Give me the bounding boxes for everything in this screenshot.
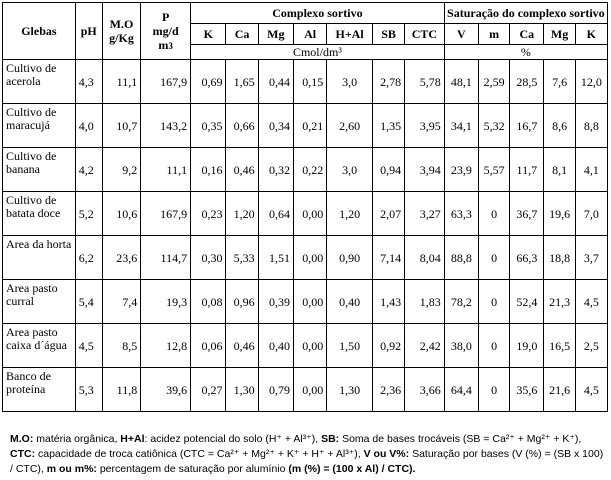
header-k: K bbox=[191, 24, 226, 45]
header-unit-pct: % bbox=[444, 45, 607, 60]
hal-cell: 1,20 bbox=[327, 192, 373, 236]
al-cell: 0,00 bbox=[293, 192, 326, 236]
sat-k-cell: 4,5 bbox=[575, 368, 607, 412]
v-cell: 34,1 bbox=[444, 104, 478, 148]
hal-cell: 3,0 bbox=[327, 148, 373, 192]
p-cell: 39,6 bbox=[141, 368, 191, 412]
ph-cell: 4,2 bbox=[75, 148, 102, 192]
note-hal-text: : acidez potencial do solo (H⁺ + Al³⁺), bbox=[144, 433, 322, 445]
mo-cell: 9,2 bbox=[102, 148, 140, 192]
gleba-cell: Area pasto curral bbox=[3, 280, 76, 324]
ctc-cell: 3,94 bbox=[405, 148, 445, 192]
header-sat-ca: Ca bbox=[510, 24, 544, 45]
table-row bbox=[3, 324, 608, 368]
header-ca: Ca bbox=[226, 24, 258, 45]
header-mo-line2: g/Kg bbox=[109, 31, 134, 45]
ctc-cell: 2,42 bbox=[405, 324, 445, 368]
soil-analysis-table-container bbox=[2, 2, 608, 412]
al-cell: 0,00 bbox=[293, 324, 326, 368]
header-p bbox=[141, 3, 191, 60]
ph-cell: 4,0 bbox=[75, 104, 102, 148]
sb-cell: 7,14 bbox=[372, 236, 404, 280]
hal-cell: 3,0 bbox=[327, 60, 373, 104]
mo-cell: 11,8 bbox=[102, 368, 140, 412]
sat-mg-cell: 8,6 bbox=[544, 104, 575, 148]
ca-cell: 0,96 bbox=[226, 280, 258, 324]
ctc-cell: 8,04 bbox=[405, 236, 445, 280]
m-cell: 0 bbox=[479, 236, 510, 280]
mo-cell: 23,6 bbox=[102, 236, 140, 280]
mo-cell: 10,6 bbox=[102, 192, 140, 236]
m-cell: 0 bbox=[479, 192, 510, 236]
hal-cell: 0,90 bbox=[327, 236, 373, 280]
p-cell: 167,9 bbox=[141, 192, 191, 236]
note-ctc-text: capacidade de troca catiônica (CTC = Ca²⁺ + Mg²⁺ + K⁺ + H⁺ + Al³⁺), bbox=[35, 448, 364, 460]
header-m: m bbox=[479, 24, 510, 45]
sat-ca-cell: 11,7 bbox=[510, 148, 544, 192]
v-cell: 88,8 bbox=[444, 236, 478, 280]
ctc-cell: 3,27 bbox=[405, 192, 445, 236]
sat-mg-cell: 19,6 bbox=[544, 192, 575, 236]
header-mo bbox=[102, 3, 140, 60]
ca-cell: 1,20 bbox=[226, 192, 258, 236]
sat-ca-cell: 36,7 bbox=[510, 192, 544, 236]
sb-cell: 0,94 bbox=[372, 148, 404, 192]
mg-cell: 0,44 bbox=[258, 60, 293, 104]
k-cell: 0,23 bbox=[191, 192, 226, 236]
ca-cell: 0,66 bbox=[226, 104, 258, 148]
mg-cell: 1,51 bbox=[258, 236, 293, 280]
p-cell: 11,1 bbox=[141, 148, 191, 192]
hal-cell: 1,30 bbox=[327, 368, 373, 412]
m-cell: 5,32 bbox=[479, 104, 510, 148]
sat-mg-cell: 8,1 bbox=[544, 148, 575, 192]
sb-cell: 2,07 bbox=[372, 192, 404, 236]
table-body bbox=[3, 60, 608, 412]
header-unit-cmol: Cmol/dm³ bbox=[191, 45, 445, 60]
ctc-cell: 1,83 bbox=[405, 280, 445, 324]
ca-cell: 0,46 bbox=[226, 148, 258, 192]
ca-cell: 1,65 bbox=[226, 60, 258, 104]
gleba-cell: Area pasto caixa d´água bbox=[3, 324, 76, 368]
ctc-cell: 5,78 bbox=[405, 60, 445, 104]
sat-ca-cell: 52,4 bbox=[510, 280, 544, 324]
table-row bbox=[3, 280, 608, 324]
sat-k-cell: 4,5 bbox=[575, 280, 607, 324]
note-sb-text: Soma de bases trocáveis (SB = Ca²⁺ + Mg²⁺ + K⁺), bbox=[339, 433, 582, 445]
gleba-cell: Cultivo de batata doce bbox=[3, 192, 76, 236]
header-p-line3-sub: 3 bbox=[168, 40, 173, 51]
sat-mg-cell: 21,6 bbox=[544, 368, 575, 412]
table-row bbox=[3, 192, 608, 236]
header-p-line1: P bbox=[161, 9, 170, 24]
gleba-cell: Cultivo de maracujá bbox=[3, 104, 76, 148]
sb-cell: 1,43 bbox=[372, 280, 404, 324]
ph-cell: 5,2 bbox=[75, 192, 102, 236]
note-mo-label: M.O: bbox=[10, 433, 34, 445]
k-cell: 0,06 bbox=[191, 324, 226, 368]
v-cell: 38,0 bbox=[444, 324, 478, 368]
sat-ca-cell: 19,0 bbox=[510, 324, 544, 368]
note-mo-text: matéria orgânica, bbox=[33, 433, 121, 445]
sat-k-cell: 7,0 bbox=[575, 192, 607, 236]
header-al: Al bbox=[293, 24, 326, 45]
p-cell: 12,8 bbox=[141, 324, 191, 368]
al-cell: 0,21 bbox=[293, 104, 326, 148]
v-cell: 64,4 bbox=[444, 368, 478, 412]
hal-cell: 2,60 bbox=[327, 104, 373, 148]
ph-cell: 4,3 bbox=[75, 60, 102, 104]
header-complexo-sortivo: Complexo sortivo bbox=[191, 3, 445, 24]
mo-cell: 7,4 bbox=[102, 280, 140, 324]
header-ctc: CTC bbox=[405, 24, 445, 45]
table-row bbox=[3, 236, 608, 280]
mo-cell: 8,5 bbox=[102, 324, 140, 368]
k-cell: 0,08 bbox=[191, 280, 226, 324]
sat-mg-cell: 16,5 bbox=[544, 324, 575, 368]
header-saturacao: Saturação do complexo sortivo bbox=[444, 3, 607, 24]
sat-k-cell: 8,8 bbox=[575, 104, 607, 148]
al-cell: 0,00 bbox=[293, 236, 326, 280]
sb-cell: 2,78 bbox=[372, 60, 404, 104]
ctc-cell: 3,66 bbox=[405, 368, 445, 412]
sb-cell: 0,92 bbox=[372, 324, 404, 368]
mo-cell: 11,1 bbox=[102, 60, 140, 104]
header-hal: H+Al bbox=[327, 24, 373, 45]
mg-cell: 0,32 bbox=[258, 148, 293, 192]
gleba-cell: Cultivo de banana bbox=[3, 148, 76, 192]
p-cell: 167,9 bbox=[141, 60, 191, 104]
al-cell: 0,00 bbox=[293, 368, 326, 412]
soil-analysis-table bbox=[2, 2, 608, 412]
header-mo-line1: M.O bbox=[109, 17, 134, 31]
mo-cell: 10,7 bbox=[102, 104, 140, 148]
v-cell: 48,1 bbox=[444, 60, 478, 104]
ca-cell: 1,30 bbox=[226, 368, 258, 412]
mg-cell: 0,40 bbox=[258, 324, 293, 368]
header-sat-k: K bbox=[575, 24, 607, 45]
sat-ca-cell: 35,6 bbox=[510, 368, 544, 412]
note-m-text: percentagem de saturação por alumínio bbox=[96, 463, 289, 475]
m-cell: 0 bbox=[479, 280, 510, 324]
ctc-cell: 3,95 bbox=[405, 104, 445, 148]
sat-ca-cell: 66,3 bbox=[510, 236, 544, 280]
header-sb: SB bbox=[372, 24, 404, 45]
sat-ca-cell: 16,7 bbox=[510, 104, 544, 148]
note-m-formula: (m (%) = (100 x Al) / CTC). bbox=[288, 463, 416, 475]
sat-k-cell: 12,0 bbox=[575, 60, 607, 104]
header-glebas: Glebas bbox=[3, 3, 76, 60]
mg-cell: 0,79 bbox=[258, 368, 293, 412]
m-cell: 5,57 bbox=[479, 148, 510, 192]
mg-cell: 0,64 bbox=[258, 192, 293, 236]
ph-cell: 5,3 bbox=[75, 368, 102, 412]
k-cell: 0,35 bbox=[191, 104, 226, 148]
p-cell: 19,3 bbox=[141, 280, 191, 324]
ph-cell: 5,4 bbox=[75, 280, 102, 324]
note-v-label: V ou V%: bbox=[363, 448, 410, 460]
note-m-label: m ou m%: bbox=[46, 463, 97, 475]
note-ctc-label: CTC: bbox=[10, 448, 36, 460]
sat-mg-cell: 7,6 bbox=[544, 60, 575, 104]
header-v: V bbox=[444, 24, 478, 45]
m-cell: 0 bbox=[479, 368, 510, 412]
table-row bbox=[3, 60, 608, 104]
ph-cell: 6,2 bbox=[75, 236, 102, 280]
sb-cell: 2,36 bbox=[372, 368, 404, 412]
gleba-cell: Banco de proteína bbox=[3, 368, 76, 412]
m-cell: 0 bbox=[479, 324, 510, 368]
p-cell: 114,7 bbox=[141, 236, 191, 280]
sat-ca-cell: 28,5 bbox=[510, 60, 544, 104]
header-sat-mg: Mg bbox=[544, 24, 575, 45]
sat-mg-cell: 21,3 bbox=[544, 280, 575, 324]
ca-cell: 5,33 bbox=[226, 236, 258, 280]
sat-k-cell: 2,5 bbox=[575, 324, 607, 368]
note-hal-label: H+Al bbox=[120, 433, 145, 445]
table-row bbox=[3, 148, 608, 192]
k-cell: 0,69 bbox=[191, 60, 226, 104]
header-mg: Mg bbox=[258, 24, 293, 45]
v-cell: 23,9 bbox=[444, 148, 478, 192]
p-cell: 143,2 bbox=[141, 104, 191, 148]
mg-cell: 0,34 bbox=[258, 104, 293, 148]
gleba-cell: Cultivo de acerola bbox=[3, 60, 76, 104]
table-footnote bbox=[10, 432, 604, 477]
ph-cell: 4,5 bbox=[75, 324, 102, 368]
header-p-line2: mg/d bbox=[152, 23, 179, 38]
k-cell: 0,27 bbox=[191, 368, 226, 412]
header-p-line3: m bbox=[158, 37, 169, 52]
ca-cell: 0,46 bbox=[226, 324, 258, 368]
note-v-text: Saturação por bases (V (%) = (SB x 100) / CTC), bbox=[10, 448, 604, 475]
header-ph: pH bbox=[75, 3, 102, 60]
hal-cell: 0,40 bbox=[327, 280, 373, 324]
al-cell: 0,22 bbox=[293, 148, 326, 192]
v-cell: 78,2 bbox=[444, 280, 478, 324]
sat-mg-cell: 18,8 bbox=[544, 236, 575, 280]
sb-cell: 1,35 bbox=[372, 104, 404, 148]
al-cell: 0,00 bbox=[293, 280, 326, 324]
gleba-cell: Area da horta bbox=[3, 236, 76, 280]
v-cell: 63,3 bbox=[444, 192, 478, 236]
sat-k-cell: 3,7 bbox=[575, 236, 607, 280]
k-cell: 0,30 bbox=[191, 236, 226, 280]
k-cell: 0,16 bbox=[191, 148, 226, 192]
al-cell: 0,15 bbox=[293, 60, 326, 104]
table-row bbox=[3, 368, 608, 412]
mg-cell: 0,39 bbox=[258, 280, 293, 324]
table-row bbox=[3, 104, 608, 148]
hal-cell: 1,50 bbox=[327, 324, 373, 368]
sat-k-cell: 4,1 bbox=[575, 148, 607, 192]
note-sb-label: SB: bbox=[321, 433, 340, 445]
m-cell: 2,59 bbox=[479, 60, 510, 104]
